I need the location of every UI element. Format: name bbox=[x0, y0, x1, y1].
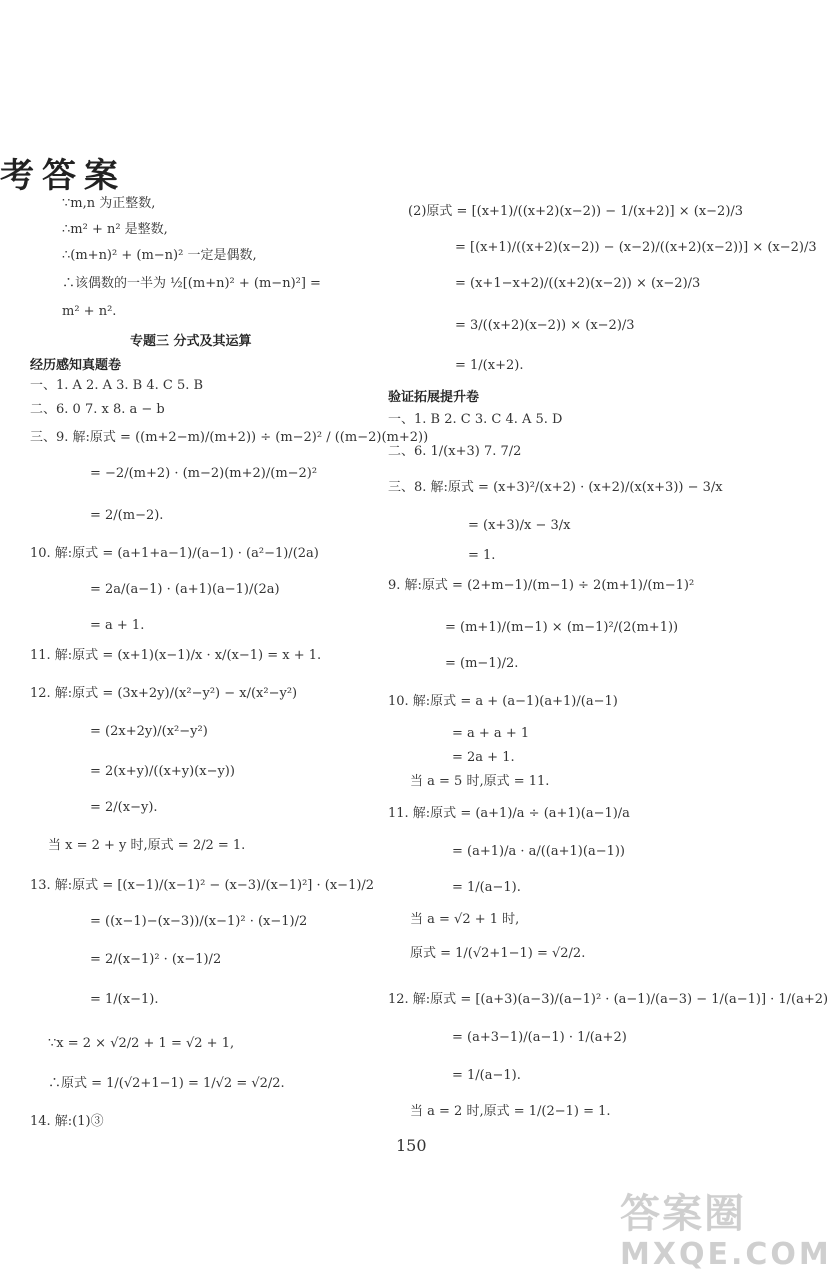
solution-line: = 1/(x+2). bbox=[455, 358, 524, 373]
solution-line: ∵x = 2 × √2/2 + 1 = √2 + 1, bbox=[48, 1036, 235, 1051]
section-heading: 经历感知真题卷 bbox=[30, 358, 122, 373]
solution-line: 10. 解:原式 = a + (a−1)(a+1)/(a−1) bbox=[388, 694, 618, 709]
solution-line: = ((x−1)−(x−3))/(x−1)² · (x−1)/2 bbox=[90, 914, 308, 929]
solution-line: = a + 1. bbox=[90, 618, 145, 633]
page-header-title: 考答案 bbox=[0, 156, 126, 196]
solution-line: = (2x+2y)/(x²−y²) bbox=[90, 724, 208, 739]
solution-line: = 3/((x+2)(x−2)) × (x−2)/3 bbox=[455, 318, 635, 333]
text-line: ∵m,n 为正整数, bbox=[62, 196, 156, 211]
solution-line: 当 a = 5 时,原式 = 11. bbox=[410, 774, 550, 789]
solution-line: = a + a + 1 bbox=[452, 726, 530, 741]
solution-line: = 1/(x−1). bbox=[90, 992, 159, 1007]
page-number: 150 bbox=[396, 1136, 427, 1155]
solution-line: = 1/(a−1). bbox=[452, 1068, 521, 1083]
text-line: m² + n². bbox=[62, 304, 117, 319]
topic-heading: 专题三 分式及其运算 bbox=[130, 334, 252, 349]
watermark-logo bbox=[620, 1190, 832, 1280]
solution-line: = 1/(a−1). bbox=[452, 880, 521, 895]
solution-line: = (x+1−x+2)/((x+2)(x−2)) × (x−2)/3 bbox=[455, 276, 701, 291]
solution-line: 12. 解:原式 = [(a+3)(a−3)/(a−1)² · (a−1)/(a−3) − 1/(a−1)] · 1/(a+2) bbox=[388, 992, 829, 1007]
solution-line: = 2(x+y)/((x+y)(x−y)) bbox=[90, 764, 235, 779]
solution-line: ∴原式 = 1/(√2+1−1) = 1/√2 = √2/2. bbox=[48, 1076, 285, 1091]
answer-line: 二、6. 1/(x+3) 7. 7/2 bbox=[388, 444, 522, 459]
solution-line: = (a+1)/a · a/((a+1)(a−1)) bbox=[452, 844, 625, 859]
watermark-top-text: 答案圈 bbox=[620, 1191, 746, 1237]
solution-line: = (m+1)/(m−1) × (m−1)²/(2(m+1)) bbox=[445, 620, 679, 635]
solution-line: 当 a = √2 + 1 时, bbox=[410, 912, 520, 927]
text-line: ∴m² + n² 是整数, bbox=[62, 222, 168, 237]
solution-line: 9. 解:原式 = (2+m−1)/(m−1) ÷ 2(m+1)/(m−1)² bbox=[388, 578, 695, 593]
solution-line: 11. 解:原式 = (x+1)(x−1)/x · x/(x−1) = x + 1. bbox=[30, 648, 322, 663]
solution-line: = (a+3−1)/(a−1) · 1/(a+2) bbox=[452, 1030, 627, 1045]
solution-line: = (m−1)/2. bbox=[445, 656, 519, 671]
answer-line: 一、1. A 2. A 3. B 4. C 5. B bbox=[30, 378, 204, 393]
solution-line: = −2/(m+2) · (m−2)(m+2)/(m−2)² bbox=[90, 466, 318, 481]
solution-line: 11. 解:原式 = (a+1)/a ÷ (a+1)(a−1)/a bbox=[388, 806, 630, 821]
solution-line: 12. 解:原式 = (3x+2y)/(x²−y²) − x/(x²−y²) bbox=[30, 686, 298, 701]
text-line: ∴(m+n)² + (m−n)² 一定是偶数, bbox=[62, 248, 257, 263]
solution-line: = 2/(x−1)² · (x−1)/2 bbox=[90, 952, 222, 967]
solution-line: 14. 解:(1)③ bbox=[30, 1114, 104, 1129]
solution-line: 三、8. 解:原式 = (x+3)²/(x+2) · (x+2)/(x(x+3)) − 3/x bbox=[388, 480, 723, 495]
section-heading: 验证拓展提升卷 bbox=[388, 390, 480, 405]
solution-line: = 1. bbox=[468, 548, 496, 563]
answer-line: 一、1. B 2. C 3. C 4. A 5. D bbox=[388, 412, 563, 427]
answer-line: 二、6. 0 7. x 8. a − b bbox=[30, 402, 165, 417]
solution-line: = [(x+1)/((x+2)(x−2)) − (x−2)/((x+2)(x−2))] × (x−2)/3 bbox=[455, 240, 817, 255]
solution-line: 当 x = 2 + y 时,原式 = 2/2 = 1. bbox=[48, 838, 246, 853]
solution-line: = 2a/(a−1) · (a+1)(a−1)/(2a) bbox=[90, 582, 280, 597]
solution-line: (2)原式 = [(x+1)/((x+2)(x−2)) − 1/(x+2)] × (x−2)/3 bbox=[408, 204, 744, 219]
solution-line: = (x+3)/x − 3/x bbox=[468, 518, 571, 533]
solution-line: = 2a + 1. bbox=[452, 750, 515, 765]
solution-line: = 2/(x−y). bbox=[90, 800, 158, 815]
solution-line: 13. 解:原式 = [(x−1)/(x−1)² − (x−3)/(x−1)²] · (x−1)/2 bbox=[30, 878, 375, 893]
text-line: ∴该偶数的一半为 ½[(m+n)² + (m−n)²] = bbox=[62, 276, 321, 291]
solution-line: 10. 解:原式 = (a+1+a−1)/(a−1) · (a²−1)/(2a) bbox=[30, 546, 319, 561]
solution-line: 当 a = 2 时,原式 = 1/(2−1) = 1. bbox=[410, 1104, 611, 1119]
solution-line: = 2/(m−2). bbox=[90, 508, 164, 523]
watermark-bottom-text: MXQE.COM bbox=[620, 1237, 832, 1272]
solution-line: 原式 = 1/(√2+1−1) = √2/2. bbox=[410, 946, 586, 961]
solution-line: 三、9. 解:原式 = ((m+2−m)/(m+2)) ÷ (m−2)² / ((m−2)(m+2)) bbox=[30, 430, 429, 445]
